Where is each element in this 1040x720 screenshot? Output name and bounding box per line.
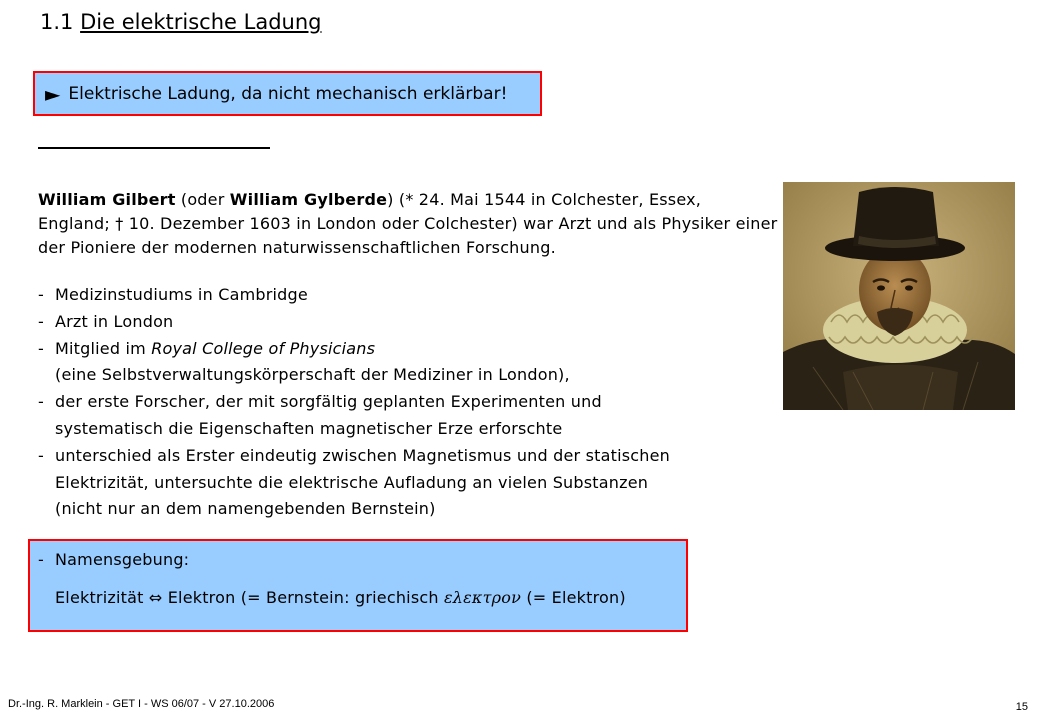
bullet-text: Medizinstudiums in Cambridge xyxy=(55,285,308,304)
bullet-text: Elektrizität, untersuchte die elektrische Aufladung an vielen Substanzen xyxy=(55,472,649,492)
intro-paragraph xyxy=(38,188,778,260)
list-item-continuation xyxy=(38,416,778,443)
bullet-text: (eine Selbstverwaltungskörperschaft der Mediziner in London), xyxy=(55,365,570,385)
list-item xyxy=(38,309,778,336)
intro-connector: (oder xyxy=(180,190,225,209)
list-item-continuation xyxy=(38,362,778,389)
bullet-list xyxy=(38,282,778,523)
footer-credit: Dr.-Ing. R. Marklein - GET I - WS 06/07 - V 27.10.2006 xyxy=(8,698,275,710)
bullet-dash: - xyxy=(38,311,44,331)
title-number: 1.1 xyxy=(40,10,74,34)
slide-title xyxy=(40,8,321,36)
naming-label-row xyxy=(38,546,686,573)
greek-word: ελεκτρον xyxy=(444,588,522,607)
title-text: Die elektrische Ladung xyxy=(80,10,322,34)
gylberde-name: William Gylberde xyxy=(229,190,388,209)
list-item xyxy=(38,282,778,309)
bullet-text: (nicht nur an dem namengebenden Bernstein) xyxy=(55,499,436,519)
callout-box xyxy=(33,71,542,116)
royal-college-name: Royal College of Physicians xyxy=(151,338,376,358)
bullet-dash: - xyxy=(38,338,44,358)
bullet-text: unterschied als Erster eindeutig zwischen Magnetismus und der statischen xyxy=(55,445,670,465)
bullet-dash: - xyxy=(38,285,44,304)
naming-text-b: (= Elektron) xyxy=(526,588,626,607)
naming-line xyxy=(38,584,686,611)
page-number: 15 xyxy=(1015,701,1028,713)
callout-text: Elektrische Ladung, da nicht mechanisch erklärbar! xyxy=(68,83,508,104)
bullet-dash: - xyxy=(38,445,44,465)
arrow-icon: ► xyxy=(45,81,61,106)
naming-label: Namensgebung: xyxy=(55,550,190,569)
bullet-text: der erste Forscher, der mit sorgfältig geplanten Experimenten und xyxy=(55,392,602,412)
gilbert-name: William Gilbert xyxy=(38,190,176,209)
list-item-continuation xyxy=(38,496,778,523)
naming-text-a: Elektrizität ⇔ Elektron (= Bernstein: griechisch xyxy=(55,588,439,607)
bullet-dash: - xyxy=(38,392,44,412)
gilbert-portrait xyxy=(783,182,1015,410)
divider-line xyxy=(38,147,270,149)
naming-box xyxy=(28,539,688,632)
list-item xyxy=(38,443,778,470)
bullet-text: Mitglied im xyxy=(55,338,146,358)
list-item-continuation xyxy=(38,470,778,497)
intro-rest: ) (* 24. Mai 1544 in Colchester, Essex, England; † 10. Dezember 1603 in London oder Colchester) war Arzt und als Physiker einer der Pioniere der modernen naturwissenschaftlichen Forschung. xyxy=(38,190,778,257)
bullet-dash: - xyxy=(38,550,44,569)
list-item xyxy=(38,336,778,363)
bullet-text: Arzt in London xyxy=(55,311,174,331)
bullet-text: systematisch die Eigenschaften magnetischer Erze erforschte xyxy=(55,418,563,438)
list-item xyxy=(38,389,778,416)
